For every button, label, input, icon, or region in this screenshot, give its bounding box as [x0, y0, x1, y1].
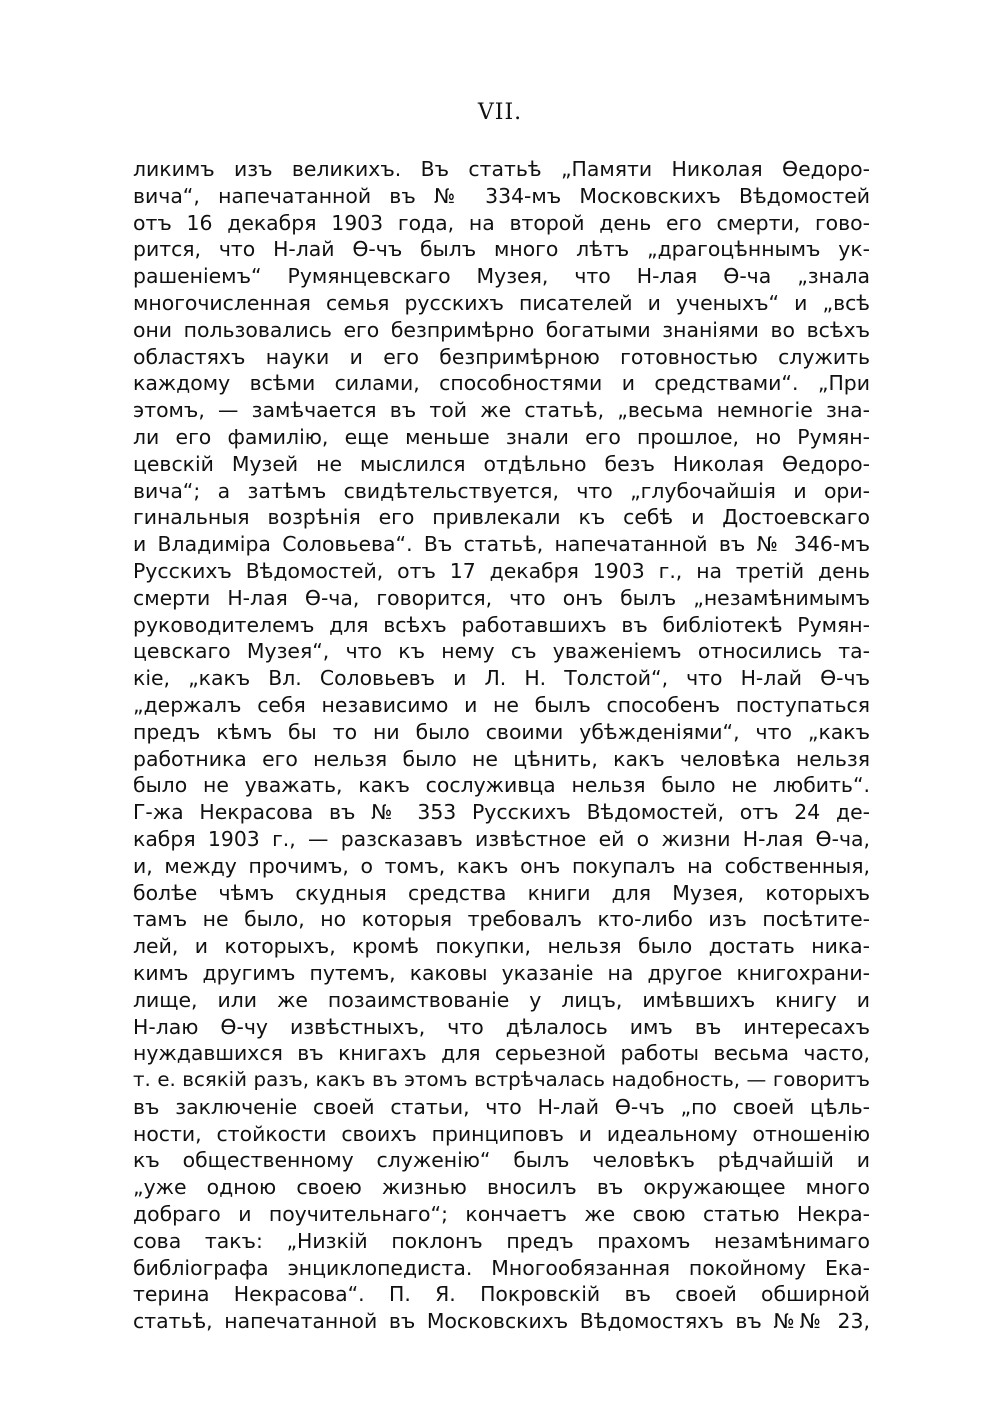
text-line: статьѣ, напечатанной въ Московскихъ Вѣдомостяхъ въ №№ 23, [133, 1309, 870, 1334]
text-line: рашеніемъ“ Румянцевскаго Музея, что Н-лая Ѳ-ча „знала [133, 264, 870, 289]
text-line: ликимъ изъ великихъ. Въ статьѣ „Памяти Николая Ѳедоро- [133, 157, 870, 181]
text-line: гинальныя возрѣнія его привлекали къ себѣ и Достоевскаго [133, 505, 870, 530]
text-line: вича“, напечатанной въ № 334-мъ Московскихъ Вѣдомостей [133, 183, 870, 208]
page-number: VII. [477, 100, 523, 125]
text-line: „держалъ себя независимо и не былъ способенъ поступаться [133, 692, 870, 717]
text-line: ности, стойкости своихъ принциповъ и идеальному отношенію [133, 1121, 870, 1146]
text-line: руководителемъ для всѣхъ работавшихъ въ библіотекѣ Румян- [133, 612, 870, 637]
text-line: терина Некрасова“. П. Я. Покровскій въ своей обширной [133, 1282, 870, 1307]
text-line: было не уважать, какъ сослуживца нельзя было не любить“. [133, 773, 870, 798]
text-line: отъ 16 декабря 1903 года, на второй день его смерти, гово- [133, 210, 870, 235]
text-line: цевскаго Музея“, что къ нему съ уваженіемъ относились та- [133, 639, 870, 664]
text-line: смерти Н-лая Ѳ-ча, говорится, что онъ былъ „незамѣнимымъ [133, 585, 870, 610]
text-line: тамъ не было, но которыя требовалъ кто-либо изъ посѣтите- [133, 907, 870, 932]
text-line: нуждавшихся въ книгахъ для серьезной работы весьма часто, [133, 1041, 870, 1066]
text-line: въ заключеніе своей статьи, что Н-лай Ѳ-чъ „по своей цѣль- [133, 1094, 870, 1119]
text-line: каждому всѣми силами, способностями и средствами“. „При [133, 371, 870, 396]
text-line: лей, и которыхъ, кромѣ покупки, нельзя было достать ника- [133, 934, 870, 959]
text-line: и, между прочимъ, о томъ, какъ онъ покупалъ на собственныя, [133, 853, 870, 878]
text-line: Н-лаю Ѳ-чу извѣстныхъ, что дѣлалось имъ въ интересахъ [133, 1014, 870, 1039]
text-line: кабря 1903 г., — разсказавъ извѣстное ей о жизни Н-лая Ѳ-ча, [133, 826, 870, 851]
text-line: предъ кѣмъ бы то ни было своими убѣжденіями“, что „какъ [133, 719, 870, 744]
text-line: кимъ другимъ путемъ, каковы указаніе на другое книгохрани- [133, 960, 870, 985]
text-line: многочисленная семья русскихъ писателей и ученыхъ“ и „всѣ [133, 290, 870, 315]
text-line: они пользовались его безпримѣрно богатыми знаніями во всѣхъ [133, 317, 870, 342]
text-line: кіе, „какъ Вл. Соловьевъ и Л. Н. Толстой“, что Н-лай Ѳ-чъ [133, 666, 870, 691]
text-line: „уже одною своею жизнью вносилъ въ окружающее много [133, 1175, 870, 1200]
text-line: къ общественному служенію“ былъ человѣкъ рѣдчайшій и [133, 1148, 870, 1173]
text-line: этомъ, — замѣчается въ той же статьѣ, „весьма немногіе зна- [133, 398, 870, 423]
body-text [133, 156, 870, 1335]
text-line: областяхъ науки и его безпримѣрною готовностью служить [133, 344, 870, 369]
text-line: лище, или же позаимствованіе у лицъ, имѣвшихъ книгу и [133, 987, 870, 1012]
text-line: цевскій Музей не мыслился отдѣльно безъ Николая Ѳедоро- [133, 451, 870, 476]
text-line: и Владиміра Соловьева“. Въ статьѣ, напечатанной въ № 346-мъ [133, 532, 870, 557]
text-line: Г-жа Некрасова въ № 353 Русскихъ Вѣдомостей, отъ 24 де- [133, 800, 870, 825]
text-line: сова такъ: „Низкій поклонъ предъ прахомъ незамѣнимаго [133, 1228, 870, 1253]
text-line: работника его нельзя было не цѣнить, какъ человѣка нельзя [133, 746, 870, 771]
text-line: Русскихъ Вѣдомостей, отъ 17 декабря 1903 г., на третій день [133, 558, 870, 583]
text-line: т. е. всякій разъ, какъ въ этомъ встрѣчалась надобность, — говоритъ [133, 1068, 870, 1092]
text-line: рится, что Н-лай Ѳ-чъ былъ много лѣтъ „драгоцѣннымъ ук- [133, 237, 870, 262]
text-line: болѣе чѣмъ скудныя средства книги для Музея, которыхъ [133, 880, 870, 905]
text-line: библіографа энциклопедиста. Многообязанная покойному Ека- [133, 1255, 870, 1280]
text-line: вича“; а затѣмъ свидѣтельствуется, что „глубочайшія и ори- [133, 478, 870, 503]
text-line: ли его фамилію, еще меньше знали его прошлое, но Румян- [133, 424, 870, 449]
text-line: добраго и поучительнаго“; кончаетъ же свою статью Некра- [133, 1202, 870, 1227]
